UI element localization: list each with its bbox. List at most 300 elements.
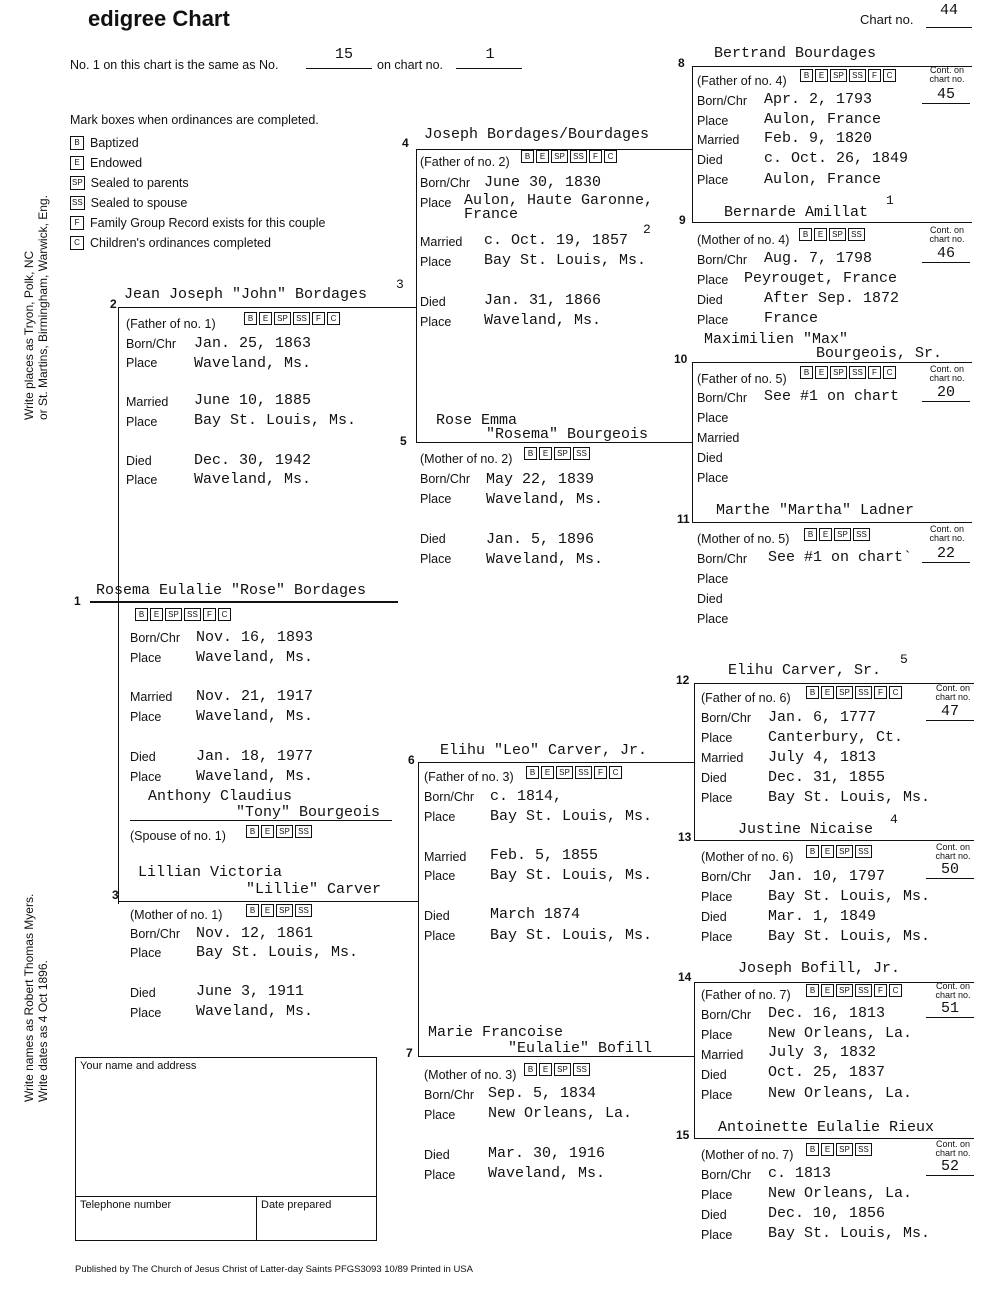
person-15-number: 15	[676, 1128, 690, 1142]
person-15-born[interactable]: c. 1813	[768, 1165, 832, 1182]
person-9-born-place-label: Place	[697, 273, 729, 287]
ordinance-box-ss[interactable]: SS	[293, 312, 310, 325]
publisher-line: Published by The Church of Jesus Christ of Latter-day Saints PFGS3093 10/89 Printed in USA	[75, 1264, 473, 1275]
person-3-ordinances	[246, 904, 312, 917]
person-7-born-label: Born/Chr	[424, 1088, 475, 1102]
legend-box-sp: SP	[70, 176, 85, 190]
person-11-name[interactable]: Marthe "Martha" Ladner	[716, 502, 915, 519]
ordinance-box-b[interactable]: B	[244, 312, 257, 325]
person-9-died[interactable]: After Sep. 1872	[764, 290, 900, 307]
person-6-number: 6	[408, 753, 415, 767]
person-10-cont-chart[interactable]: 20	[922, 384, 970, 402]
ordinance-box-f[interactable]: F	[594, 766, 607, 779]
ordinance-box-c[interactable]: C	[883, 69, 896, 82]
legend-text: Children's ordinances completed	[90, 236, 271, 250]
person-1-born-place[interactable]: Waveland, Ms.	[196, 649, 314, 666]
person-12-born-label: Born/Chr	[701, 711, 752, 725]
person-12-role: (Father of no. 6)	[701, 691, 791, 705]
person-9-ordinances	[799, 228, 865, 241]
person-1-died-place-label: Place	[130, 770, 162, 784]
person-2-name[interactable]: Jean Joseph "John" Bordages	[124, 286, 368, 303]
ordinance-box-sp[interactable]: SP	[554, 1063, 571, 1076]
ordinance-box-b[interactable]: B	[799, 228, 812, 241]
ordinance-box-ss[interactable]: SS	[855, 686, 872, 699]
ordinance-box-b[interactable]: B	[521, 150, 534, 163]
person-9-born-place[interactable]: Peyrouget, France	[744, 270, 898, 287]
person-5-died[interactable]: Jan. 5, 1896	[486, 531, 595, 548]
ordinance-box-f[interactable]: F	[868, 366, 881, 379]
ordinance-box-sp[interactable]: SP	[836, 984, 853, 997]
person-2-died-place[interactable]: Waveland, Ms.	[194, 471, 312, 488]
person-14-died[interactable]: Oct. 25, 1837	[768, 1064, 886, 1081]
ordinance-box-e[interactable]: E	[821, 686, 834, 699]
person-15-role: (Mother of no. 7)	[701, 1148, 794, 1162]
person-12-died-label: Died	[701, 771, 727, 785]
person-1-died-place[interactable]: Waveland, Ms.	[196, 768, 314, 785]
person-10-born-label: Born/Chr	[697, 391, 748, 405]
person-8-married-label: Married	[697, 133, 740, 147]
person-9-cont-label: Cont. on chart no.	[929, 225, 965, 244]
person-10-name-line1[interactable]: Maximilien "Max"	[704, 331, 849, 348]
person-6-born[interactable]: c. 1814,	[490, 788, 563, 805]
ordinance-box-ss[interactable]: SS	[855, 845, 872, 858]
ordinance-box-ss[interactable]: SS	[295, 825, 312, 838]
person-12-ordinances	[806, 686, 902, 699]
person-13-cont-chart[interactable]: 50	[926, 861, 974, 879]
person-1-born-label: Born/Chr	[130, 631, 181, 645]
person-4-married-place[interactable]: Bay St. Louis, Ms.	[484, 252, 647, 269]
person-6-married-label: Married	[424, 850, 467, 864]
person-3-born[interactable]: Nov. 12, 1861	[196, 925, 314, 942]
person-2-ordinances	[244, 312, 340, 325]
ordinance-box-ss[interactable]: SS	[295, 904, 312, 917]
ordinance-box-sp[interactable]: SP	[165, 608, 182, 621]
person-15-born-place[interactable]: New Orleans, La.	[768, 1185, 913, 1202]
person-4-born-place-label: Place	[420, 196, 452, 210]
ordinance-box-b[interactable]: B	[806, 1143, 819, 1156]
person-1-married-place[interactable]: Waveland, Ms.	[196, 708, 314, 725]
ordinance-box-f[interactable]: F	[589, 150, 602, 163]
ordinance-box-c[interactable]: C	[327, 312, 340, 325]
person-5-born-label: Born/Chr	[420, 472, 471, 486]
person-5-ordinances	[524, 447, 590, 460]
person-8-died-label: Died	[697, 153, 723, 167]
person-4-name[interactable]: Joseph Bordages/Bourdages	[424, 126, 650, 143]
person-9-source-note: 1	[886, 193, 894, 208]
legend-item	[70, 176, 189, 190]
person-14-died-place[interactable]: New Orleans, La.	[768, 1085, 913, 1102]
person-1-died[interactable]: Jan. 18, 1977	[196, 748, 314, 765]
ordinance-box-b[interactable]: B	[806, 686, 819, 699]
person-4-born-label: Born/Chr	[420, 176, 471, 190]
ordinance-box-ss[interactable]: SS	[855, 1143, 872, 1156]
ordinance-box-ss[interactable]: SS	[849, 366, 866, 379]
person-3-died[interactable]: June 3, 1911	[196, 983, 305, 1000]
legend-box-b: B	[70, 136, 84, 150]
person-3-name-line1[interactable]: Lillian Victoria	[138, 864, 283, 881]
person-14-born-place-label: Place	[701, 1028, 733, 1042]
person-11-born-place-label: Place	[697, 572, 729, 586]
person-2-source-note: 3	[396, 277, 404, 292]
ordinance-box-e[interactable]: E	[814, 228, 827, 241]
person-2-married-place[interactable]: Bay St. Louis, Ms.	[194, 412, 357, 429]
person-9-born[interactable]: Aug. 7, 1798	[764, 250, 873, 267]
legend-text: Family Group Record exists for this couple	[90, 216, 326, 230]
person-2-married-label: Married	[126, 395, 169, 409]
ordinance-box-f[interactable]: F	[874, 984, 887, 997]
ordinance-box-b[interactable]: B	[524, 1063, 537, 1076]
person-5-born-place[interactable]: Waveland, Ms.	[486, 491, 604, 508]
person-12-source-note: 5	[900, 652, 908, 667]
person-8-born[interactable]: Apr. 2, 1793	[764, 91, 873, 108]
person-7-name-line1[interactable]: Marie Francoise	[428, 1024, 564, 1041]
person-3-role: (Mother of no. 1)	[130, 908, 223, 922]
person-14-married-label: Married	[701, 1048, 744, 1062]
person-14-born-place[interactable]: New Orleans, La.	[768, 1025, 913, 1042]
person-10-married-label: Married	[697, 431, 740, 445]
person-12-born-place[interactable]: Canterbury, Ct.	[768, 729, 904, 746]
person-14-married[interactable]: July 3, 1832	[768, 1044, 877, 1061]
person-9-name[interactable]: Bernarde Amillat	[724, 204, 869, 221]
person-4-died-place[interactable]: Waveland, Ms.	[484, 312, 602, 329]
person-4-source-note: 2	[643, 222, 651, 237]
ordinance-box-sp[interactable]: SP	[556, 766, 573, 779]
ordinance-box-ss[interactable]: SS	[848, 228, 865, 241]
ordinance-box-e[interactable]: E	[150, 608, 163, 621]
ordinance-box-sp[interactable]: SP	[829, 228, 846, 241]
ordinance-box-b[interactable]: B	[246, 825, 259, 838]
ordinance-box-b[interactable]: B	[804, 528, 817, 541]
person-5-name-line2[interactable]: "Rosema" Bourgeois	[486, 426, 649, 443]
ordinance-box-sp[interactable]: SP	[830, 366, 847, 379]
name-address-box[interactable]	[75, 1057, 377, 1241]
person-1-born[interactable]: Nov. 16, 1893	[196, 629, 314, 646]
person-2-died-place-label: Place	[126, 473, 158, 487]
person-1-married-place-label: Place	[130, 710, 162, 724]
person-10-died-label: Died	[697, 451, 723, 465]
person-3-died-place[interactable]: Waveland, Ms.	[196, 1003, 314, 1020]
legend-item	[70, 216, 326, 230]
person-6-born-place[interactable]: Bay St. Louis, Ms.	[490, 808, 653, 825]
person-14-cont-label: Cont. on chart no.	[935, 981, 971, 1000]
legend-heading: Mark boxes when ordinances are completed.	[70, 113, 319, 127]
person-5-born[interactable]: May 22, 1839	[486, 471, 595, 488]
ordinance-box-b[interactable]: B	[526, 766, 539, 779]
ordinance-box-e[interactable]: E	[539, 1063, 552, 1076]
person-13-source-note: 4	[890, 812, 898, 827]
person-2-died-label: Died	[126, 454, 152, 468]
person-10-died-place-label: Place	[697, 471, 729, 485]
person-13-born[interactable]: Jan. 10, 1797	[768, 868, 886, 885]
ordinance-box-f[interactable]: F	[203, 608, 216, 621]
name-address-label: Your name and address	[80, 1060, 197, 1072]
person-7-died[interactable]: Mar. 30, 1916	[488, 1145, 606, 1162]
person-4-died-place-label: Place	[420, 315, 452, 329]
person-2-married[interactable]: June 10, 1885	[194, 392, 312, 409]
ordinance-box-e[interactable]: E	[815, 366, 828, 379]
spouse-ordinances	[246, 825, 312, 838]
person-15-died-place[interactable]: Bay St. Louis, Ms.	[768, 1225, 931, 1242]
person-11-cont-chart[interactable]: 22	[922, 545, 970, 563]
person-14-ordinances	[806, 984, 902, 997]
person-7-number: 7	[406, 1046, 413, 1060]
person-5-name-line1[interactable]: Rose Emma	[436, 412, 518, 429]
ordinance-box-e[interactable]: E	[259, 312, 272, 325]
person-13-role: (Mother of no. 6)	[701, 850, 794, 864]
person-14-name[interactable]: Joseph Bofill, Jr.	[738, 960, 901, 977]
ordinance-box-b[interactable]: B	[806, 984, 819, 997]
ordinance-box-b[interactable]: B	[246, 904, 259, 917]
ordinance-box-ss[interactable]: SS	[853, 528, 870, 541]
person-3-born-place[interactable]: Bay St. Louis, Ms.	[196, 944, 359, 961]
ordinance-box-e[interactable]: E	[541, 766, 554, 779]
ordinance-box-sp[interactable]: SP	[836, 686, 853, 699]
ordinance-box-ss[interactable]: SS	[570, 150, 587, 163]
person-6-died-place-label: Place	[424, 929, 456, 943]
person-11-role: (Mother of no. 5)	[697, 532, 790, 546]
ordinance-box-ss[interactable]: SS	[184, 608, 201, 621]
ordinance-box-sp[interactable]: SP	[836, 845, 853, 858]
person-13-number: 13	[678, 830, 692, 844]
person-8-cont-label: Cont. on chart no.	[929, 65, 965, 84]
legend-box-ss: SS	[70, 196, 85, 210]
person-5-role: (Mother of no. 2)	[420, 452, 513, 466]
person-12-died[interactable]: Dec. 31, 1855	[768, 769, 886, 786]
ordinance-box-ss[interactable]: SS	[575, 766, 592, 779]
person-14-cont-chart[interactable]: 51	[926, 1000, 974, 1018]
telephone-label: Telephone number	[80, 1199, 172, 1211]
person-5-number: 5	[400, 434, 407, 448]
person-10-name-line2[interactable]: Bourgeois, Sr.	[816, 345, 943, 362]
person-1-died-label: Died	[130, 750, 156, 764]
spouse-name-line1[interactable]: Anthony Claudius	[148, 788, 293, 805]
on-chart-number[interactable]: 1	[485, 46, 495, 63]
ordinance-box-c[interactable]: C	[889, 686, 902, 699]
ordinance-box-ss[interactable]: SS	[849, 69, 866, 82]
person-8-born-place-label: Place	[697, 114, 729, 128]
person-7-died-label: Died	[424, 1148, 450, 1162]
ordinance-box-e[interactable]: E	[821, 984, 834, 997]
person-7-born-place-label: Place	[424, 1108, 456, 1122]
person-15-born-label: Born/Chr	[701, 1168, 752, 1182]
person-10-number: 10	[674, 352, 688, 366]
legend-text: Baptized	[90, 136, 139, 150]
person-14-died-place-label: Place	[701, 1088, 733, 1102]
ordinance-box-b[interactable]: B	[135, 608, 148, 621]
person-12-born[interactable]: Jan. 6, 1777	[768, 709, 877, 726]
person-10-born-place-label: Place	[697, 411, 729, 425]
ordinance-box-e[interactable]: E	[536, 150, 549, 163]
person-10-born[interactable]: See #1 on chart	[764, 388, 900, 405]
on-chart-label: on chart no.	[377, 58, 444, 72]
side-note-places: Write places as Tryon, Polk, NC or St. Martins, Birmingham, Warwick, Eng.	[22, 195, 50, 420]
spouse-name-line2[interactable]: "Tony" Bourgeois	[236, 804, 381, 821]
person-10-cont-label: Cont. on chart no.	[929, 364, 965, 383]
person-7-born-place[interactable]: New Orleans, La.	[488, 1105, 633, 1122]
person-12-died-place[interactable]: Bay St. Louis, Ms.	[768, 789, 931, 806]
person-5-died-place[interactable]: Waveland, Ms.	[486, 551, 604, 568]
person-1-married-label: Married	[130, 690, 173, 704]
person-5-died-label: Died	[420, 532, 446, 546]
person-8-cont-chart[interactable]: 45	[922, 86, 970, 104]
person-12-died-place-label: Place	[701, 791, 733, 805]
person-13-born-place-label: Place	[701, 890, 733, 904]
ordinance-box-e[interactable]: E	[821, 1143, 834, 1156]
person-6-born-place-label: Place	[424, 810, 456, 824]
person-8-died[interactable]: c. Oct. 26, 1849	[764, 150, 909, 167]
person-3-name-line2[interactable]: "Lillie" Carver	[246, 881, 382, 898]
ordinance-box-ss[interactable]: SS	[855, 984, 872, 997]
person-3-born-place-label: Place	[130, 946, 162, 960]
person-7-name-line2[interactable]: "Eulalie" Bofill	[508, 1040, 653, 1057]
person-10-role: (Father of no. 5)	[697, 372, 787, 386]
person-6-died-place[interactable]: Bay St. Louis, Ms.	[490, 927, 653, 944]
person-4-married[interactable]: c. Oct. 19, 1857	[484, 232, 629, 249]
ordinance-box-b[interactable]: B	[806, 845, 819, 858]
legend-item	[70, 156, 142, 170]
person-15-born-place-label: Place	[701, 1188, 733, 1202]
person-4-born-place-country[interactable]: France	[464, 206, 519, 223]
person-6-ordinances	[526, 766, 622, 779]
person-6-born-label: Born/Chr	[424, 790, 475, 804]
person-6-married[interactable]: Feb. 5, 1855	[490, 847, 599, 864]
person-15-name[interactable]: Antoinette Eulalie Rieux	[718, 1119, 935, 1136]
person-12-name[interactable]: Elihu Carver, Sr.	[728, 662, 882, 679]
person-6-died[interactable]: March 1874	[490, 906, 581, 923]
person-9-born-label: Born/Chr	[697, 253, 748, 267]
person-15-died-label: Died	[701, 1208, 727, 1222]
ordinance-box-e[interactable]: E	[261, 825, 274, 838]
person-12-born-place-label: Place	[701, 731, 733, 745]
person-6-married-place[interactable]: Bay St. Louis, Ms.	[490, 867, 653, 884]
person-8-name[interactable]: Bertrand Bourdages	[714, 45, 877, 62]
ordinance-box-sp[interactable]: SP	[274, 312, 291, 325]
person-2-born[interactable]: Jan. 25, 1863	[194, 335, 312, 352]
person-8-died-place[interactable]: Aulon, France	[764, 171, 882, 188]
person-9-died-label: Died	[697, 293, 723, 307]
person-6-died-label: Died	[424, 909, 450, 923]
person-2-born-place-label: Place	[126, 356, 158, 370]
ordinance-box-b[interactable]: B	[800, 69, 813, 82]
ordinance-box-sp[interactable]: SP	[554, 447, 571, 460]
person-9-died-place[interactable]: France	[764, 310, 819, 327]
ordinance-box-ss[interactable]: SS	[573, 1063, 590, 1076]
person-14-born[interactable]: Dec. 16, 1813	[768, 1005, 886, 1022]
ordinance-box-e[interactable]: E	[815, 69, 828, 82]
person-4-born-place[interactable]: Aulon, Haute Garonne,	[464, 192, 654, 209]
ordinance-box-b[interactable]: B	[524, 447, 537, 460]
person-3-died-label: Died	[130, 986, 156, 1000]
ordinance-box-e[interactable]: E	[821, 845, 834, 858]
person-7-born[interactable]: Sep. 5, 1834	[488, 1085, 597, 1102]
person-8-born-place[interactable]: Aulon, France	[764, 111, 882, 128]
ordinance-box-c[interactable]: C	[609, 766, 622, 779]
person-14-role: (Father of no. 7)	[701, 988, 791, 1002]
person-2-died[interactable]: Dec. 30, 1942	[194, 452, 312, 469]
person-4-married-label: Married	[420, 235, 463, 249]
person-12-cont-label: Cont. on chart no.	[935, 683, 971, 702]
ordinance-box-c[interactable]: C	[889, 984, 902, 997]
ordinance-box-f[interactable]: F	[868, 69, 881, 82]
person-8-number: 8	[678, 56, 685, 70]
person-7-died-place[interactable]: Waveland, Ms.	[488, 1165, 606, 1182]
person-11-number: 11	[677, 512, 690, 526]
person-2-born-label: Born/Chr	[126, 337, 177, 351]
person-8-married[interactable]: Feb. 9, 1820	[764, 130, 873, 147]
person-11-born[interactable]: See #1 on chart`	[768, 549, 913, 566]
person-13-died-place[interactable]: Bay St. Louis, Ms.	[768, 928, 931, 945]
person-13-born-place[interactable]: Bay St. Louis, Ms.	[768, 888, 931, 905]
ordinance-box-c[interactable]: C	[883, 366, 896, 379]
person-13-cont-label: Cont. on chart no.	[935, 842, 971, 861]
person-4-born[interactable]: June 30, 1830	[484, 174, 602, 191]
person-13-died-label: Died	[701, 910, 727, 924]
ordinance-box-sp[interactable]: SP	[836, 1143, 853, 1156]
person-4-ordinances	[521, 150, 617, 163]
person-6-name[interactable]: Elihu "Leo" Carver, Jr.	[440, 742, 648, 759]
person-11-cont-label: Cont. on chart no.	[929, 524, 965, 543]
person-12-married-label: Married	[701, 751, 744, 765]
legend-item	[70, 236, 271, 250]
person-9-cont-chart[interactable]: 46	[922, 245, 970, 263]
ordinance-box-sp[interactable]: SP	[834, 528, 851, 541]
person-4-died[interactable]: Jan. 31, 1866	[484, 292, 602, 309]
ordinance-box-sp[interactable]: SP	[276, 825, 293, 838]
ordinance-box-ss[interactable]: SS	[573, 447, 590, 460]
person-13-died[interactable]: Mar. 1, 1849	[768, 908, 877, 925]
person-7-role: (Mother of no. 3)	[424, 1068, 517, 1082]
ordinance-box-e[interactable]: E	[261, 904, 274, 917]
ordinance-box-sp[interactable]: SP	[276, 904, 293, 917]
person-1-married[interactable]: Nov. 21, 1917	[196, 688, 314, 705]
person-11-died-place-label: Place	[697, 612, 729, 626]
person-2-number: 2	[110, 297, 117, 311]
person-11-died-label: Died	[697, 592, 723, 606]
ordinance-box-e[interactable]: E	[819, 528, 832, 541]
person-5-born-place-label: Place	[420, 492, 452, 506]
person-1-ordinances	[135, 608, 231, 621]
same-as-number[interactable]: 15	[334, 46, 353, 63]
person-5-died-place-label: Place	[420, 552, 452, 566]
ordinance-box-b[interactable]: B	[800, 366, 813, 379]
ordinance-box-f[interactable]: F	[874, 686, 887, 699]
person-9-role: (Mother of no. 4)	[697, 233, 790, 247]
spouse-label: (Spouse of no. 1)	[130, 829, 226, 843]
legend-text: Sealed to parents	[90, 176, 189, 190]
person-15-died[interactable]: Dec. 10, 1856	[768, 1205, 886, 1222]
ordinance-box-c[interactable]: C	[604, 150, 617, 163]
person-15-cont-chart[interactable]: 52	[926, 1158, 974, 1176]
person-12-married[interactable]: July 4, 1813	[768, 749, 877, 766]
person-1-name[interactable]: Rosema Eulalie "Rose" Bordages	[96, 582, 367, 599]
person-12-cont-chart[interactable]: 47	[926, 703, 974, 721]
chart-number-value[interactable]: 44	[939, 2, 958, 19]
ordinance-box-sp[interactable]: SP	[830, 69, 847, 82]
person-4-married-place-label: Place	[420, 255, 452, 269]
person-3-died-place-label: Place	[130, 1006, 162, 1020]
same-as-label: No. 1 on this chart is the same as No.	[70, 58, 279, 72]
ordinance-box-e[interactable]: E	[539, 447, 552, 460]
ordinance-box-sp[interactable]: SP	[551, 150, 568, 163]
person-14-died-label: Died	[701, 1068, 727, 1082]
person-9-number: 9	[679, 213, 686, 227]
person-4-died-label: Died	[420, 295, 446, 309]
ordinance-box-f[interactable]: F	[312, 312, 325, 325]
person-13-name[interactable]: Justine Nicaise	[738, 821, 874, 838]
person-2-born-place[interactable]: Waveland, Ms.	[194, 355, 312, 372]
ordinance-box-c[interactable]: C	[218, 608, 231, 621]
person-3-number: 3	[112, 888, 119, 902]
